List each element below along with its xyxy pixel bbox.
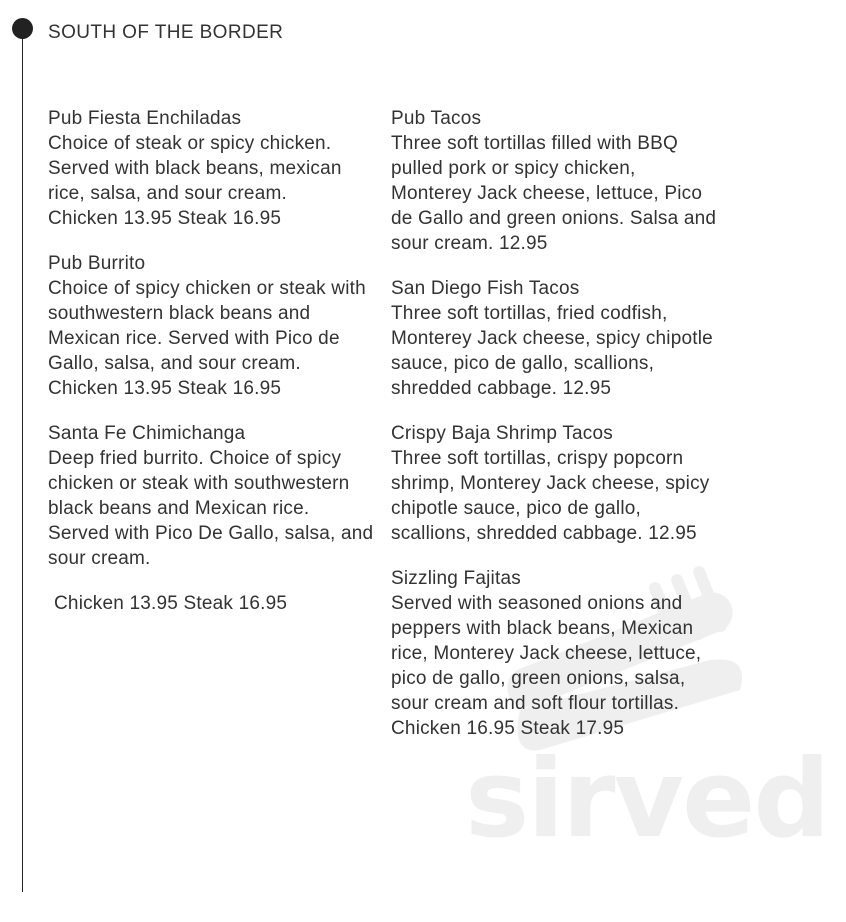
menu-item-description: Deep fried burrito. Choice of spicy chicken or steak with southwestern black beans and Mexican rice. Served with Pico De Gallo, salsa, and sour cream. xyxy=(48,448,374,569)
menu-item xyxy=(391,106,721,256)
menu-item xyxy=(48,106,374,231)
menu-item-name: San Diego Fish Tacos xyxy=(391,278,580,299)
menu-item-description: Choice of spicy chicken or steak with southwestern black beans and Mexican rice. Served with Pico de Gallo, salsa, and sour cream. xyxy=(48,278,366,374)
watermark-text: sirved xyxy=(465,737,829,862)
timeline-dot xyxy=(12,18,33,39)
menu-item xyxy=(48,421,374,616)
menu-item-description: Three soft tortillas filled with BBQ pulled pork or spicy chicken, Monterey Jack cheese, lettuce, Pico de Gallo and green onions. Salsa and sour cream. 12.95 xyxy=(391,133,717,254)
menu-item-description: Three soft tortillas, crispy popcorn shrimp, Monterey Jack cheese, spicy chipotle sauce, pico de gallo, scallions, shredded cabbage. 12.95 xyxy=(391,448,710,544)
menu-item-description: Three soft tortillas, fried codfish, Monterey Jack cheese, spicy chipotle sauce, pico de gallo, scallions, shredded cabbage. 12.95 xyxy=(391,303,713,399)
menu-item-price: Chicken 13.95 Steak 16.95 xyxy=(54,593,288,614)
menu-item-name: Pub Fiesta Enchiladas xyxy=(48,108,242,129)
section-title: SOUTH OF THE BORDER xyxy=(48,22,284,43)
menu-column-left xyxy=(48,106,374,636)
menu-item xyxy=(391,421,721,546)
timeline-line xyxy=(22,20,23,892)
menu-item-description: Served with seasoned onions and peppers with black beans, Mexican rice, Monterey Jack cheese, lettuce, pico de gallo, green onions, salsa, sour cream and soft flour tortillas. xyxy=(391,593,702,714)
menu-item xyxy=(391,566,721,741)
menu-item-name: Pub Burrito xyxy=(48,253,146,274)
menu-item-price: Chicken 16.95 Steak 17.95 xyxy=(391,718,625,739)
menu-item-description: Choice of steak or spicy chicken. Served with black beans, mexican rice, salsa, and sour cream. xyxy=(48,133,342,204)
menu-item-name: Crispy Baja Shrimp Tacos xyxy=(391,423,613,444)
menu-item-price: Chicken 13.95 Steak 16.95 xyxy=(48,378,282,399)
menu-item xyxy=(391,276,721,401)
menu-column-right xyxy=(391,106,721,761)
menu-item-price: Chicken 13.95 Steak 16.95 xyxy=(48,208,282,229)
menu-item xyxy=(48,251,374,401)
menu-item-name: Sizzling Fajitas xyxy=(391,568,521,589)
menu-item-name: Santa Fe Chimichanga xyxy=(48,423,246,444)
menu-item-name: Pub Tacos xyxy=(391,108,482,129)
